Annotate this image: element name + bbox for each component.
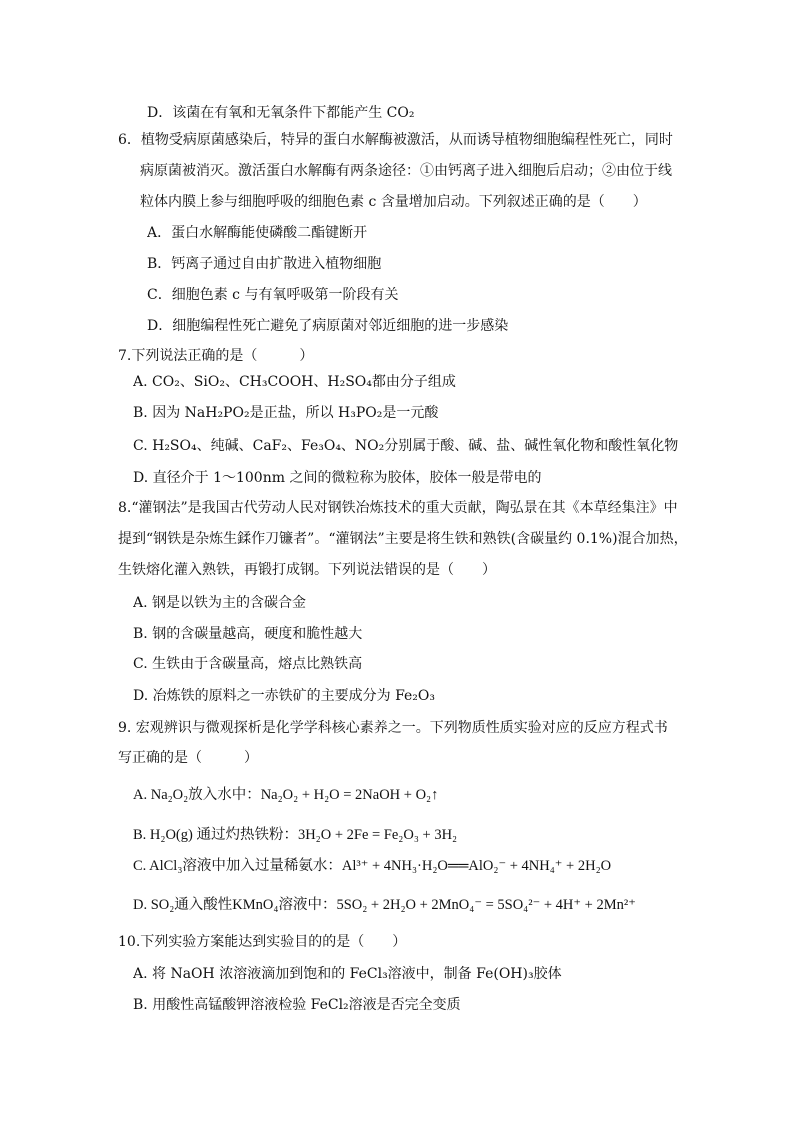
question-10-option-b: B. 用酸性高锰酸钾溶液检验 FeCl₂溶液是否完全变质 (133, 997, 461, 1013)
question-8-option-c: C. 生铁由于含碳量高，熔点比熟铁高 (133, 656, 363, 672)
question-9-stem-line-1: 9. 宏观辨识与微观探析是化学学科核心素养之一。下列物质性质实验对应的反应方程式书 (118, 720, 668, 736)
question-7-option-b: B. 因为 NaH₂PO₂是正盐，所以 H₃PO₂是一元酸 (133, 405, 439, 421)
question-8-stem-line-3: 生铁熔化灌入熟铁，再锻打成钢。下列说法错误的是（ ） (118, 562, 496, 578)
question-6-stem-line-1: 6．植物受病原菌感染后，特异的蛋白水解酶被激活，从而诱导植物细胞编程性死亡，同时 (118, 132, 673, 148)
question-9-option-b: B. H₂O(g) 通过灼热铁粉：3H₂O + 2Fe = Fe₂O₃ + 3H₂ (133, 827, 458, 843)
question-8-option-a: A. 钢是以铁为主的含碳合金 (133, 595, 307, 611)
question-7-option-a: A. CO₂、SiO₂、CH₃COOH、H₂SO₄都由分子组成 (133, 374, 456, 390)
question-6-stem-line-2: 病原菌被消灭。激活蛋白水解酶有两条途径：①由钙离子进入细胞后启动；②由位于线 (140, 163, 672, 179)
question-8-option-b: B. 钢的含碳量越高，硬度和脆性越大 (133, 626, 363, 642)
question-9-stem-line-2: 写正确的是（ ） (118, 750, 258, 766)
question-9-option-a: A. Na₂O₂放入水中：Na₂O₂ + H₂O = 2NaOH + O₂↑ (133, 787, 439, 803)
question-9-option-d: D. SO₂通入酸性KMnO₄溶液中：5SO₂ + 2H₂O + 2MnO₄⁻ = 5SO₄²⁻ + 4H⁺ + 2Mn²⁺ (133, 897, 636, 913)
question-10-option-a: A. 将 NaOH 浓溶液滴加到饱和的 FeCl₃溶液中，制备 Fe(OH)₃胶体 (133, 966, 562, 982)
question-10-stem: 10.下列实验方案能达到实验目的的是（ ） (118, 934, 407, 950)
question-6-stem-line-3: 粒体内膜上参与细胞呼吸的细胞色素 c 含量增加启动。下列叙述正确的是（ ） (140, 194, 647, 210)
question-7-stem: 7.下列说法正确的是（ ） (118, 348, 314, 364)
question-8-stem-line-1: 8.“灌钢法”是我国古代劳动人民对钢铁冶炼技术的重大贡献，陶弘景在其《本草经集注》中 (118, 500, 678, 516)
question-6-option-b: B．钙离子通过自由扩散进入植物细胞 (147, 256, 382, 272)
question-6-option-d: D．细胞编程性死亡避免了病原菌对邻近细胞的进一步感染 (147, 318, 509, 334)
question-7-option-c: C. H₂SO₄、纯碱、CaF₂、Fe₃O₄、NO₂分别属于酸、碱、盐、碱性氧化物和酸性氧化物 (133, 438, 679, 454)
question-9-option-c: C. AlCl₃溶液中加入过量稀氨水：Al³⁺ + 4NH₃·H₂O══AlO₂⁻ + 4NH₄⁺ + 2H₂O (133, 858, 612, 874)
question-6-option-a: A．蛋白水解酶能使磷酸二酯键断开 (147, 225, 368, 241)
question-8-stem-line-2: 提到“钢铁是杂炼生鍒作刀镰者”。“灌钢法”主要是将生铁和熟铁(含碳量约 0.1%)混合加热， (118, 531, 688, 547)
question-6-option-c: C．细胞色素 c 与有氧呼吸第一阶段有关 (147, 287, 399, 303)
question-5-option-d: D．该菌在有氧和无氧条件下都能产生 CO₂ (147, 105, 415, 121)
question-8-option-d: D. 冶炼铁的原料之一赤铁矿的主要成分为 Fe₂O₃ (133, 688, 436, 704)
question-7-option-d: D. 直径介于 1～100nm 之间的微粒称为胶体，胶体一般是带电的 (133, 470, 542, 486)
